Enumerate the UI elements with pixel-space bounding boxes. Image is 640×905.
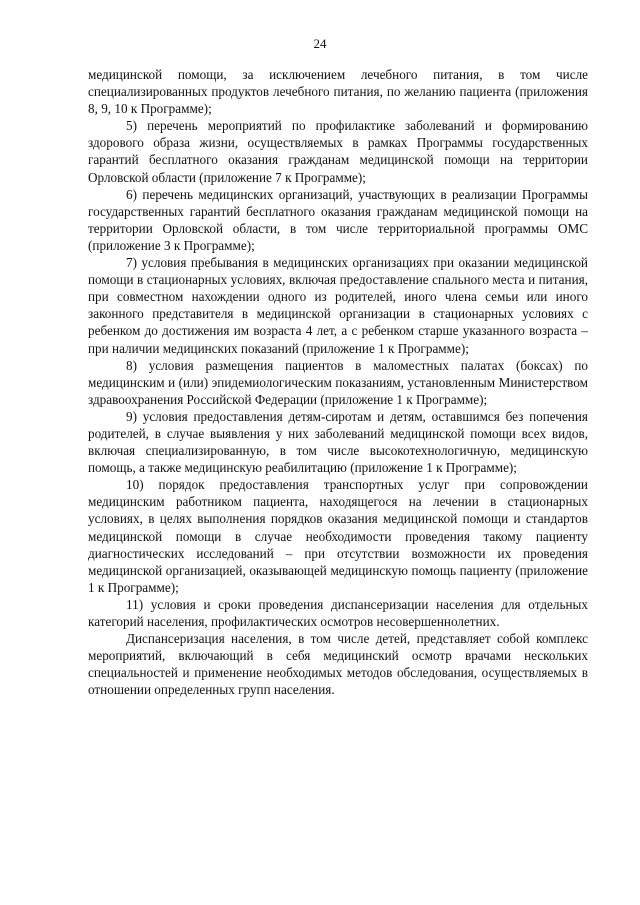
paragraph-continuation: медицинской помощи, за исключением лечебного питания, в том числе специализированных продуктов лечебного питания, по желанию пациента (приложения 8, 9, 10 к Программе); (88, 67, 588, 117)
paragraph-item-10: 10) порядок предоставления транспортных услуг при сопровождении медицинским работником пациента, находящегося на лечении в стационарных условиях, в целях выполнения порядков оказания медицинской помощи и стандартов медицинской помощи в случае необходимости проведения такому пациенту диагностических исследований – при отсутствии возможности их проведения медицинской организацией, оказывающей медицинскую помощь пациенту (приложение 1 к Программе); (88, 477, 588, 595)
paragraph-item-5: 5) перечень мероприятий по профилактике заболеваний и формированию здорового образа жизни, осуществляемых в рамках Программы государственных гарантий бесплатного оказания гражданам медицинской помощи на территории Орловской области (приложение 7 к Программе); (88, 118, 588, 185)
paragraph-item-6: 6) перечень медицинских организаций, участвующих в реализации Программы государственных гарантий бесплатного оказания гражданам медицинской помощи на территории Орловской области, в том числе территориальной программы ОМС (приложение 3 к Программе); (88, 186, 588, 253)
document-body (88, 66, 588, 698)
page-number: 24 (313, 36, 327, 51)
paragraph-item-9: 9) условия предоставления детям-сиротам и детям, оставшимся без попечения родителей, в случае выявления у них заболеваний медицинской помощи всех видов, включая специализированную, в том числе высокотехнологичную, медицинскую помощь, а также медицинскую реабилитацию (приложение 1 к Программе); (88, 408, 588, 476)
paragraph-item-8: 8) условия размещения пациентов в маломестных палатах (боксах) по медицинским и (или) эпидемиологическим показаниям, установленным Министерством здравоохранения Российской Федерации (приложение 1 к Программе); (88, 357, 588, 407)
paragraph-item-7: 7) условия пребывания в медицинских организациях при оказании медицинской помощи в стационарных условиях, включая предоставление спального места и питания, при совместном нахождении одного из родителей, иного члена семьи или иного законного представителя в медицинской организации в стационарных условиях с ребенком до достижения им возраста 4 лет, а с ребенком старше указанного возраста – при наличии медицинских показаний (приложение 1 к Программе); (88, 255, 588, 356)
paragraph-item-11: 11) условия и сроки проведения диспансеризации населения для отдельных категорий населения, профилактических осмотров несовершеннолетних. (88, 596, 588, 629)
paragraph-dispensarization: Диспансеризация населения, в том числе детей, представляет собой комплекс мероприятий, включающий в себя медицинский осмотр врачами нескольких специальностей и применение необходимых методов обследования, осуществляемых в отношении определенных групп населения. (88, 631, 588, 698)
